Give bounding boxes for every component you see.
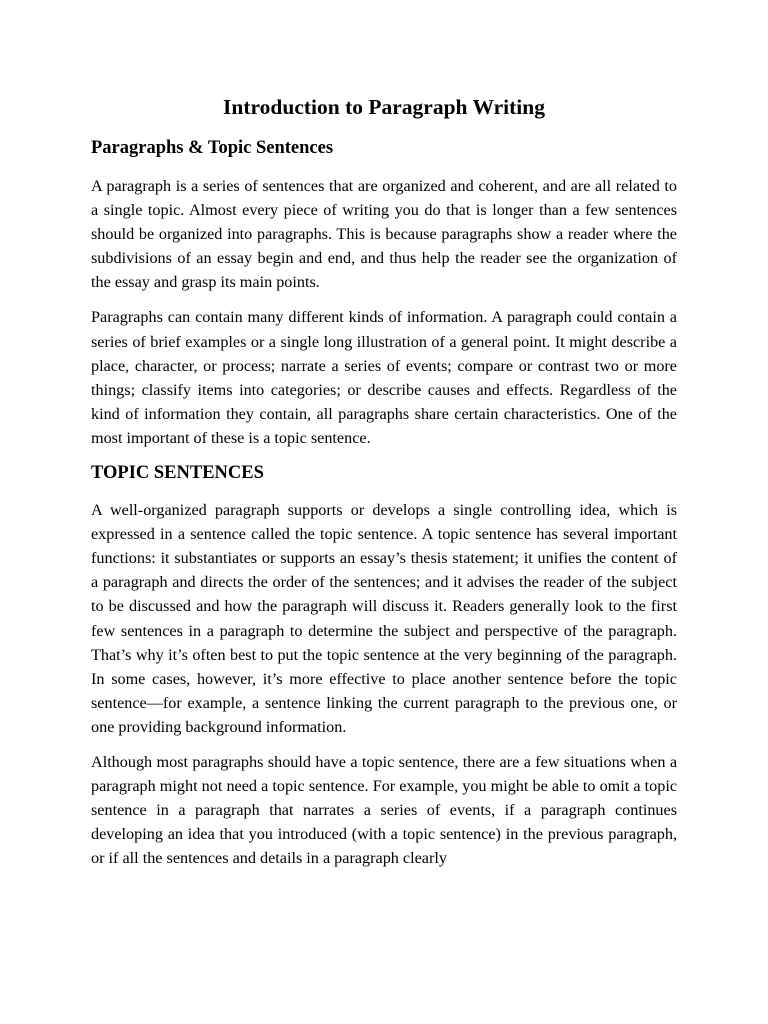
document-page xyxy=(91,94,677,881)
section-heading-paragraphs: Paragraphs & Topic Sentences xyxy=(91,138,334,158)
body-paragraph: Paragraphs can contain many different kinds of information. A paragraph could contain a series of brief examples or a single long illustration of a general point. It might describe a place, character, or process; narrate a series of events; compare or contrast two or more things; classify items into categories; or describe causes and effects. Regardless of the kind of information they contain, all paragraphs share certain characteristics. One of the most important of these is a topic sentence. xyxy=(91,308,677,447)
section-heading-topic-sentences: TOPIC SENTENCES xyxy=(91,463,264,484)
document-title: Introduction to Paragraph Writing xyxy=(223,95,545,119)
body-paragraph: A paragraph is a series of sentences that are organized and coherent, and are all related to a single topic. Almost every piece of writing you do that is longer than a few sentences should be organized into paragraphs. This is because paragraphs show a reader where the subdivisions of an essay begin and end, and thus help the reader see the organization of the essay and grasp its main points. xyxy=(91,177,677,292)
body-paragraph: Although most paragraphs should have a topic sentence, there are a few situations when a paragraph might not need a topic sentence. For example, you might be able to omit a topic sentence in a paragraph that narrates a series of events, if a paragraph continues developing an idea that you introduced (with a topic sentence) in the previous paragraph, or if all the sentences and details in a paragraph clearly xyxy=(91,752,677,868)
body-paragraph: A well-organized paragraph supports or develops a single controlling idea, which is expressed in a sentence called the topic sentence. A topic sentence has several important functions: it substantiates or supports an essay’s thesis statement; it unifies the content of a paragraph and directs the order of the sentences; and it advises the reader of the subject to be discussed and how the paragraph will discuss it. Readers generally look to the first few sentences in a paragraph to determine the subject and perspective of the paragraph. That’s why it’s often best to put the topic sentence at the very beginning of the paragraph. In some cases, however, it’s more effective to place another sentence before the topic sentence—for example, a sentence linking the current paragraph to the previous one, or one providing background information. xyxy=(91,501,677,736)
